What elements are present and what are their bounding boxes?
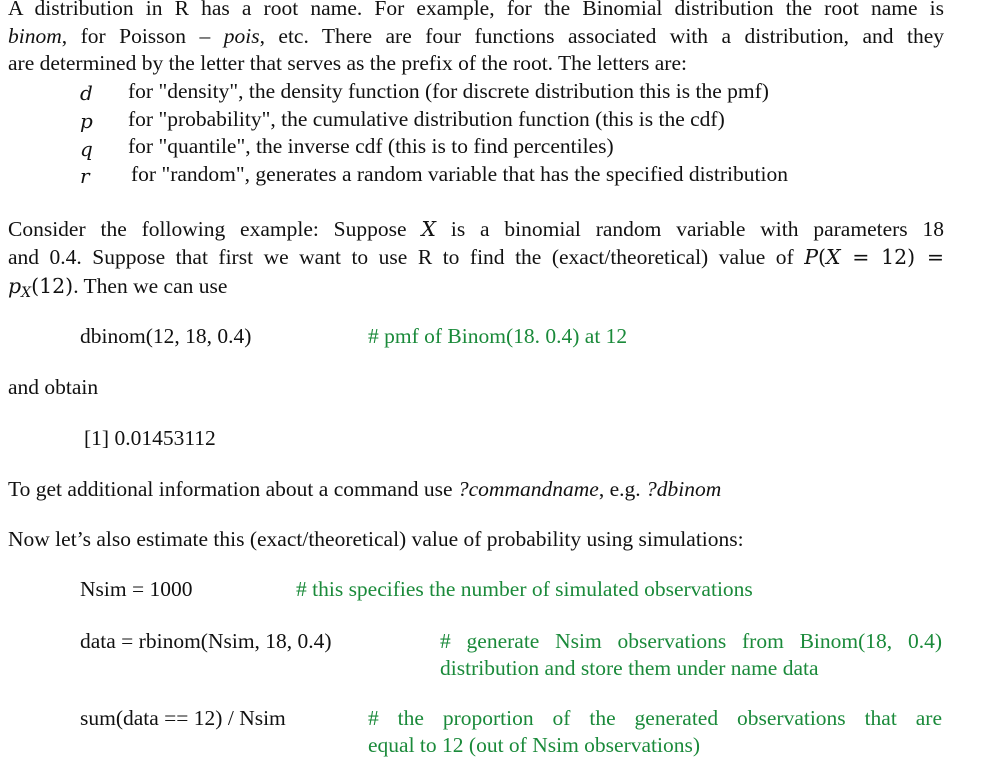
prefix-letter-d: d [80, 81, 93, 105]
pois-root: pois [223, 23, 260, 48]
comment-sum-line-2: equal to 12 (out of Nsim observations) [368, 733, 701, 757]
prefix-desc-r: for "random", generates a random variable that has the specified distribution [131, 161, 788, 186]
equals-12: = 12) = [840, 245, 944, 269]
example-line-1-a: Consider the following example: Suppose [8, 217, 422, 241]
help-sep: , e.g. [598, 477, 646, 501]
prefix-letter-p: p [80, 109, 93, 133]
code-sum: sum(data == 12) / Nsim [80, 706, 286, 730]
help-cmd-dbinom: ?dbinom [645, 477, 722, 501]
comment-dbinom: # pmf of Binom(18. 0.4) at 12 [368, 324, 628, 348]
help-cmd-generic: ?commandname [457, 477, 599, 501]
help-line [8, 476, 721, 504]
example-line-3 [8, 273, 227, 308]
sim-intro: Now let’s also estimate this (exact/theoretical) value of probability using simulations: [8, 527, 744, 551]
prob-P: P [804, 245, 818, 269]
help-text: To get additional information about a command use [8, 477, 458, 501]
prefix-letter-q: q [80, 136, 93, 161]
binom-root: binom [8, 23, 62, 48]
code-dbinom: dbinom(12, 18, 0.4) [80, 324, 252, 348]
intro-line-3: are determined by the letter that serves as the prefix of the root. The letters are: [8, 51, 687, 75]
and-obtain: and obtain [8, 375, 99, 399]
intro-line-2-mid: , for Poisson – [61, 23, 224, 48]
prefix-letter-r: r [80, 164, 90, 188]
intro-line-2 [8, 23, 944, 51]
example-line-2 [8, 244, 944, 272]
var-X: X [421, 217, 436, 241]
comment-rbinom-line-1: # generate Nsim observations from Binom(18, 0.4) [440, 629, 942, 653]
comment-rbinom-line-2: distribution and store them under name data [440, 656, 819, 680]
prefix-desc-p: for "probability", the cumulative distribution function (this is the cdf) [128, 106, 725, 131]
output-dbinom: [1] 0.01453112 [84, 426, 216, 450]
pmf-arg: (12) [31, 274, 74, 298]
paren-open: ( [818, 245, 826, 269]
code-nsim: Nsim = 1000 [80, 577, 193, 601]
example-line-2-a: and 0.4. Suppose that first we want to use R to find the (exact/theoretical) value of [8, 245, 805, 269]
pmf-p: p [8, 274, 22, 298]
prefix-desc-q: for "quantile", the inverse cdf (this is to find percentiles) [128, 134, 614, 158]
prefix-desc-d: for "density", the density function (for discrete distribution this is the pmf) [128, 79, 769, 103]
example-line-1-b: is a binomial random variable with parameters 18 [436, 217, 944, 241]
comment-sum-line-1: # the proportion of the generated observations that are [368, 706, 942, 730]
comment-nsim: # this specifies the number of simulated observations [296, 577, 753, 601]
example-line-3-rest: . Then we can use [73, 274, 228, 298]
code-rbinom: data = rbinom(Nsim, 18, 0.4) [80, 629, 332, 653]
pmf-subscript: X [21, 285, 32, 301]
var-X-2: X [826, 245, 841, 269]
intro-line-2-rest: , etc. There are four functions associated with a distribution, and they [259, 23, 944, 48]
example-line-1 [8, 216, 944, 244]
intro-line-1: A distribution in R has a root name. For example, for the Binomial distribution the root name is [8, 0, 944, 20]
